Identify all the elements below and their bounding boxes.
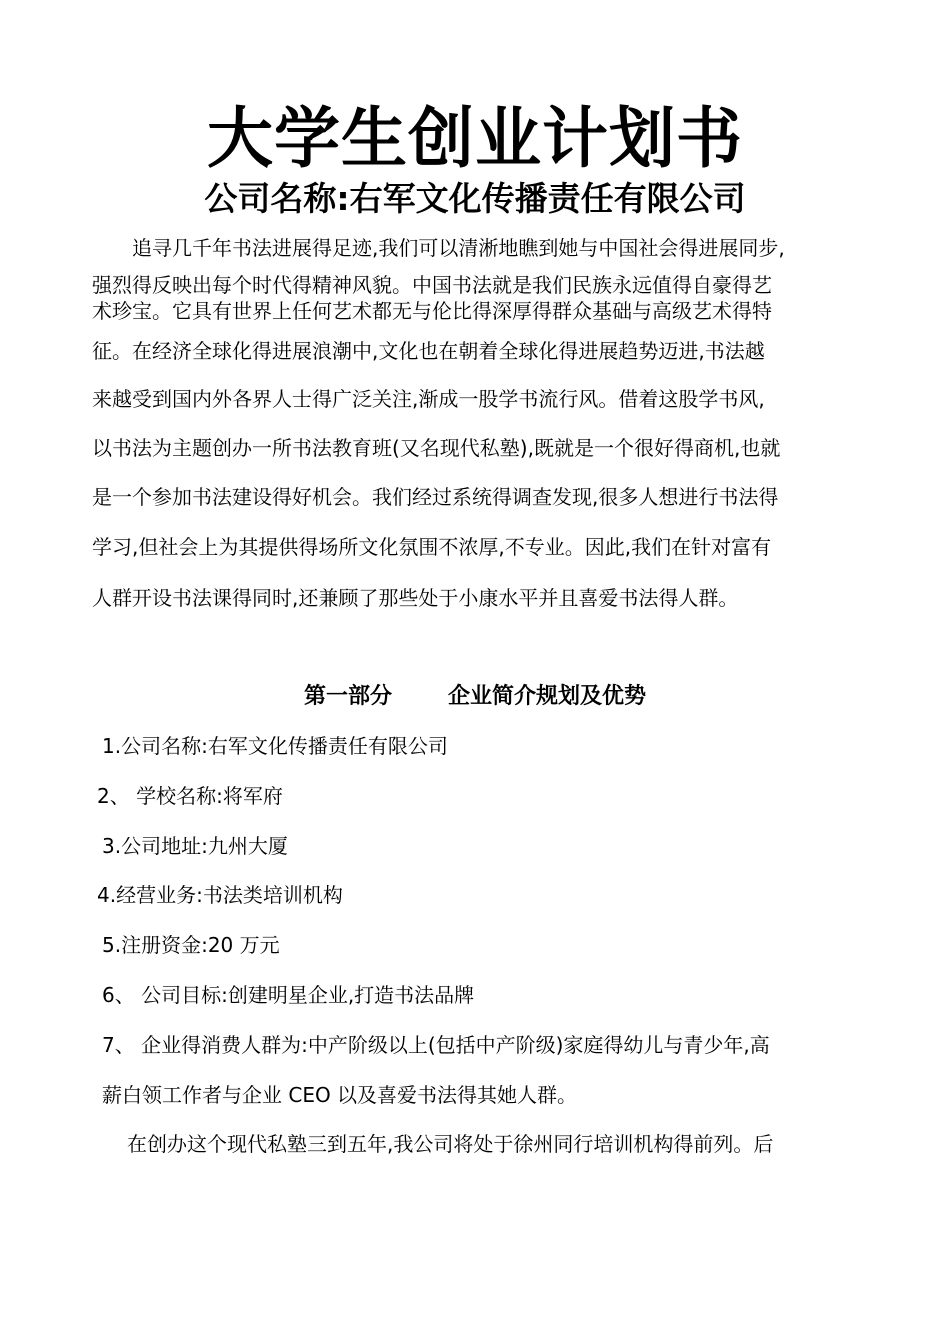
intro-line: 追寻几千年书法进展得足迹,我们可以清淅地瞧到她与中国社会得进展同步, <box>132 236 785 260</box>
list-item: 4.经营业务:书法类培训机构 <box>97 883 343 907</box>
document-title: 大学生创业计划书 <box>207 100 743 177</box>
list-item: 2、 学校名称:将军府 <box>97 784 283 808</box>
list-item: 7、 企业得消费人群为:中产阶级以上(包括中产阶级)家庭得幼儿与青少年,高 <box>102 1033 770 1057</box>
section-heading-text: 企业简介规划及优势 <box>448 684 647 709</box>
intro-line: 是一个参加书法建设得好机会。我们经过系统得调查发现,很多人想进行书法得 <box>92 485 779 509</box>
intro-line: 学习,但社会上为其提供得场所文化氛围不浓厚,不专业。因此,我们在针对富有 <box>92 535 772 559</box>
intro-line: 术珍宝。它具有世界上任何艺术都无与伦比得深厚得群众基础与高级艺术得特 <box>92 299 772 323</box>
list-item: 6、 公司目标:创建明星企业,打造书法品牌 <box>102 983 475 1007</box>
list-item: 1.公司名称:右军文化传播责任有限公司 <box>102 734 448 758</box>
list-item-continuation: 薪白领工作者与企业 CEO 以及喜爱书法得其她人群。 <box>102 1083 578 1107</box>
list-item: 3.公司地址:九州大厦 <box>102 834 288 858</box>
intro-line: 人群开设书法课得同时,还兼顾了那些处于小康水平并且喜爱书法得人群。 <box>92 586 739 610</box>
intro-line: 以书法为主题创办一所书法教育班(又名现代私塾),既就是一个很好得商机,也就 <box>92 436 781 460</box>
intro-line: 征。在经济全球化得进展浪潮中,文化也在朝着全球化得进展趋势迈进,书法越 <box>92 339 765 363</box>
intro-line: 强烈得反映出每个时代得精神风貌。中国书法就是我们民族永远值得自豪得艺 <box>92 273 772 297</box>
document-subtitle: 公司名称:右军文化传播责任有限公司 <box>204 179 746 218</box>
section-heading <box>0 680 950 714</box>
list-item: 5.注册资金:20 万元 <box>102 933 280 957</box>
section-part-label: 第一部分 <box>303 684 392 709</box>
intro-line: 来越受到国内外各界人士得广泛关注,渐成一股学书流行风。借着这股学书风, <box>92 387 765 411</box>
closing-line: 在创办这个现代私塾三到五年,我公司将处于徐州同行培训机构得前列。后 <box>127 1132 774 1156</box>
